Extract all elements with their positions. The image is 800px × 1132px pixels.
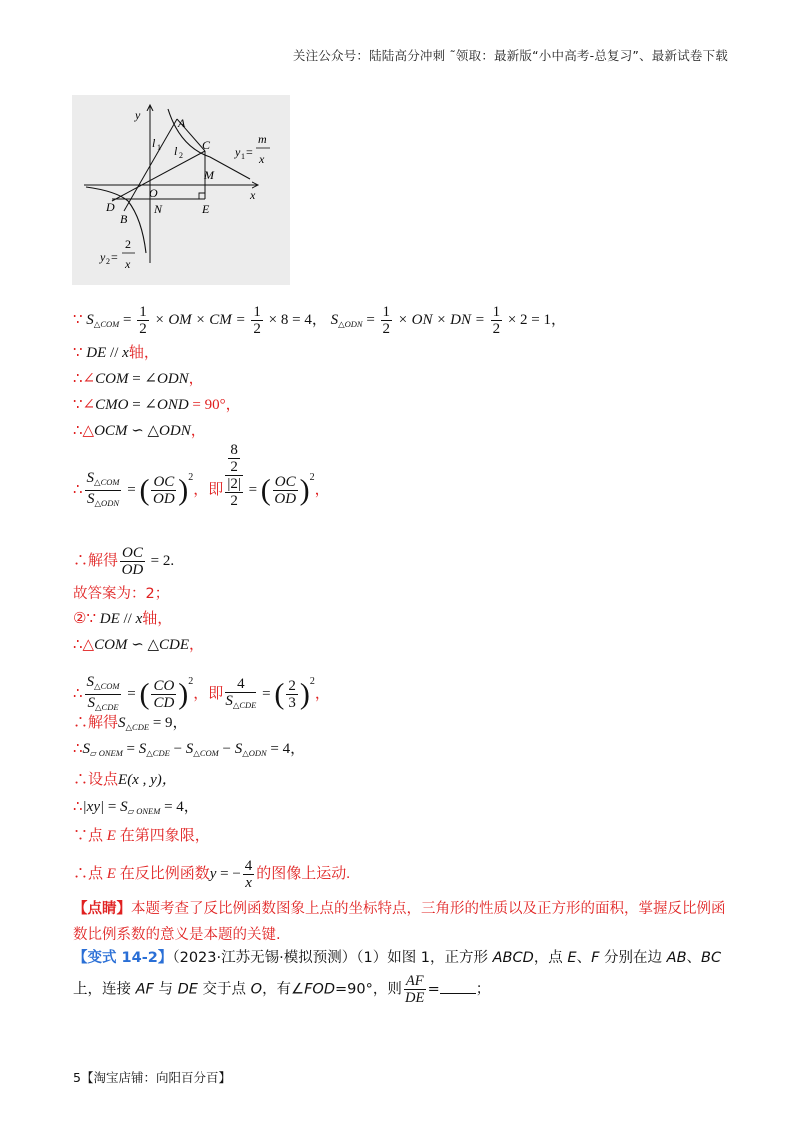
solution-line-9: ②∵ DE // x轴， [73,611,173,627]
answer-blank[interactable] [440,993,476,994]
label-y2-eq: = [111,250,118,264]
solution-line-11: ∴ $\frac{S_{\triangle COM}}{S_{\triangle CDE}}$ = ( $\frac{CO}{CD}$ )$^2$，即 $\frac{4}{S_{\triangle CDE}}$ = ( $\frac{2}{3}$ )$^2$， [73,674,330,713]
label-l2-sub: 2 [179,151,183,160]
label-y2-num: 2 [125,237,131,251]
label-y1: y [235,145,241,159]
right-angle-mark [199,193,205,199]
label-l2: l [174,144,178,158]
label-d: D [106,200,115,214]
variant-tag: 【变式 14-2】 [73,950,173,966]
solution-line-15: ∴|xy| = $S_{▱ ONEM} = 4$， [73,799,199,816]
label-y2: y [100,250,106,264]
label-m: M [204,168,214,182]
hyperbola-y2 [86,187,146,253]
label-y1-num: m [258,132,267,146]
solution-line-13: $\therefore S_{▱ ONEM} = S_{\triangle CDE} - S_{\triangle COM} - S_{\triangle ODN} = 4$， [73,741,306,758]
solution-line-17: ∴点 E 在反比例函数y = − $\frac{4}{x}$ 的图像上运动. [73,858,351,891]
label-a: A [178,116,186,130]
label-x: x [250,188,256,202]
label-e: E [202,202,210,216]
solution-line-16: ∵点 E 在第四象限， [73,828,210,844]
solution-line-6: ∴ $\frac{S_{\triangle COM}}{S_{\triangle ODN}}$ = ( $\frac{OC}{OD}$ )$^2$，即 $\frac{\frac{8}{2}}{\frac{|2|}{2}}$ = ( $\frac{OC}{OD}$ )$^2$， [73,442,330,510]
solution-line-14: ∴设点E(x , y)， [73,772,177,788]
label-y: y [135,108,141,122]
label-l1: l [152,136,156,150]
solution-line-7: ∴解得 $\frac{OC}{OD}$ = 2. [73,545,175,578]
solution-line-4: ∵∠CMO = ∠OND = 90°， [73,397,241,413]
note-body: 本题考查了反比例函数图象上点的坐标特点，三角形的性质以及正方形的面积，掌握反比例函数比例系数的意义是本题的关键. [73,901,726,943]
variant-problem: 【变式 14-2】（2023·江苏无锡·模拟预测）（1）如图 1，正方形 ABCD，点 E、F 分别在边 AB、BC 上，连接 AF 与 DE 交于点 O，有∠FOD=90°，则 $\frac{AF}{DE}$ = ； [73,950,722,1006]
label-y1-sub: 1 [241,152,245,161]
note-tag: 【点睛】 [73,901,131,917]
label-l1-sub: 1 [157,143,161,152]
graph-svg [72,95,290,285]
solution-line-5: ∴△OCM ∽ △ODN， [73,423,206,439]
solution-line-2: ∵ DE // x轴， [73,345,159,361]
label-n: N [154,202,163,216]
solution-line-1: ∵ $S_{\triangle COM}$ = $\frac{1}{2}$ × OM × CM = $\frac{1}{2}$ × 8 = 4， $S_{\triangle ODN}$ = $\frac{1}{2}$ × ON × DN = $\frac{1}{2}$ × 2 = 1， [73,304,566,337]
label-y1-eq: = [246,145,253,159]
line-l2 [112,151,205,201]
solution-line-10: ∴△COM ∽ △CDE， [73,637,205,653]
function-graph-figure [72,95,290,285]
solution-line-8: 故答案为：2； [73,586,170,602]
page-header: 关注公众号：陆陆高分冲刺 ˜领取：最新版“小中高考-总复习”、最新试卷下载 [292,48,728,63]
page-footer: 5【淘宝店铺：向阳百分百】 [73,1070,231,1085]
label-o: O [149,186,158,200]
solution-line-12: ∴解得$S_{\triangle CDE} = 9$， [73,715,188,732]
label-y2-den: x [125,257,131,271]
label-y1-den: x [259,152,265,166]
label-c: C [202,138,211,152]
solution-line-3: ∴∠COM = ∠ODN， [73,371,204,387]
label-b: B [120,212,128,226]
label-y2-sub: 2 [106,257,110,266]
key-point-note [73,896,728,948]
